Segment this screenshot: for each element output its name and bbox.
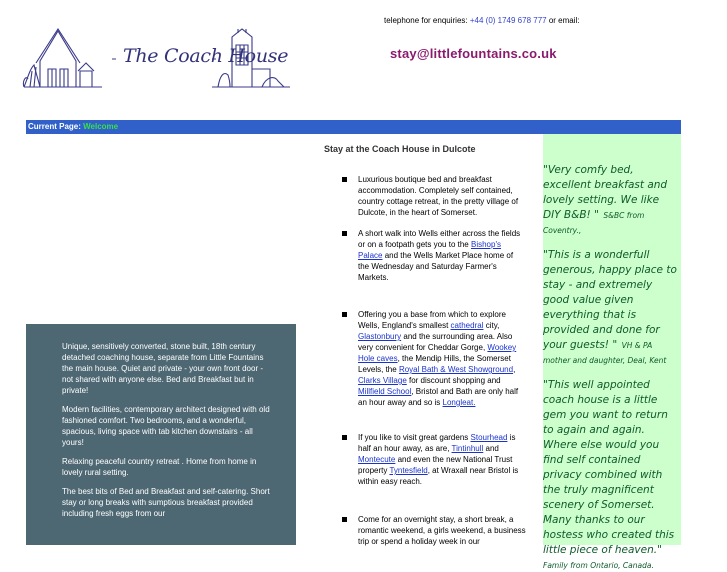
intro-paragraph: Unique, sensitively converted, stone built, 18th century detached coaching house, separate from Little Fountains the main house. Quiet and private - your own front door - not shared with anyone else. Bed and Breakfast but in private! [62, 342, 264, 395]
testimonial-attribution: Family from Ontario, Canada. [543, 561, 654, 570]
testimonial-quote: "This well appointed coach house is a little gem you want to return to again and again. Where else would you find self contained privacy combined with the truly magnificent scenery of Somerset. Many thanks to our hostess who created this little piece of heaven." [543, 379, 675, 556]
testimonial-attribution: S&BC from Coventry., [543, 211, 645, 235]
list-item: A short walk into Wells either across the fields or on a footpath gets you to the Bishop's Palace and the Wells Market Place home of the Wednesday and Saturday Farmer's Markets. [358, 228, 526, 283]
longleat-link[interactable]: Longleat. [442, 398, 476, 407]
logo-text: The Coach House [123, 45, 289, 67]
phone-number[interactable]: +44 (0) 1749 678 777 [469, 16, 547, 25]
stourhead-link[interactable]: Stourhead [470, 433, 508, 442]
testimonials-panel [543, 134, 681, 570]
site-logo[interactable] [22, 25, 297, 95]
intro-panel [26, 324, 296, 545]
testimonial [543, 247, 678, 367]
email-link[interactable]: stay@littlefountains.co.uk [390, 46, 557, 61]
list-item: Come for an overnight stay, a short break, a romantic weekend, a girls weekend, a business trip or spend a holiday week in our [358, 515, 526, 546]
testimonial-quote: "This is a wonderfull generous, happy place to stay - and extremely good value given everything that is provided and done for your guests! " [543, 249, 677, 351]
royal-bath-west-link[interactable]: Royal Bath & West Showground [398, 365, 514, 374]
tintinhull-link[interactable]: Tintinhull [451, 444, 484, 453]
testimonial-quote: "Very comfy bed, excellent breakfast and lovely setting. We like DIY B&B! " [543, 164, 668, 221]
contact-line [384, 16, 580, 25]
page-title: Stay at the Coach House in Dulcote [324, 144, 476, 154]
cathedral-link[interactable]: cathedral [450, 321, 484, 330]
intro-paragraph: Relaxing peaceful country retreat . Home from home in lovely rural setting. [62, 457, 257, 477]
bishops-palace-link[interactable]: Bishop's Palace [358, 240, 501, 260]
intro-paragraph: Modern facilities, contemporary architect designed with old fashioned comfort. Two bedrooms, and a wonderful, spacious, living space with tab kitchen downstairs - all yours! [62, 405, 270, 447]
list-item: If you like to visit great gardens Stourhead is half an hour away, as are, Tintinhull and Montecute and even the new National Trust property Tyntesfield, at Wraxall near Bristol is within easy reach. [358, 432, 526, 487]
list-item: Offering you a base from which to explore Wells, England's smallest cathedral city, Glastonbury and the surrounding area. Also very convenient for Cheddar Gorge, Wookey Hole caves, the Mendip Hills, the Somerset Levels, the Royal Bath & West Showground, Clarks Village for discount shopping and Millfield School, Bristol and Bath are only half an hour away and so is Longleat. [358, 309, 526, 408]
current-page-bar [26, 120, 681, 134]
tyntesfield-link[interactable]: Tyntesfield [389, 466, 428, 475]
testimonial [543, 377, 678, 572]
glastonbury-link[interactable]: Glastonbury [358, 332, 402, 341]
current-page-label: Current Page: [28, 122, 81, 131]
clarks-village-link[interactable]: Clarks Village [358, 376, 407, 385]
list-item: Luxurious boutique bed and breakfast accommodation. Completely self contained, country cottage retreat, in the pretty village of Dulcote, in the heart of Somerset. [358, 174, 526, 218]
main-content [324, 134, 539, 546]
current-page-value: Welcome [83, 122, 119, 131]
contact-label: telephone for enquiries: [384, 16, 468, 25]
testimonial-attribution: VH & PA mother and daughter, Deal, Kent [543, 341, 667, 365]
montecute-link[interactable]: Montecute [358, 455, 396, 464]
millfield-school-link[interactable]: Millfield School [358, 387, 412, 396]
email-label: or email: [548, 16, 580, 25]
testimonial [543, 162, 678, 237]
wookey-hole-link[interactable]: Wookey Hole caves [358, 343, 517, 363]
intro-paragraph: The best bits of Bed and Breakfast and self-catering. Short stay or long breaks with sumptious breakfast provided including fresh eggs from our [62, 487, 270, 518]
